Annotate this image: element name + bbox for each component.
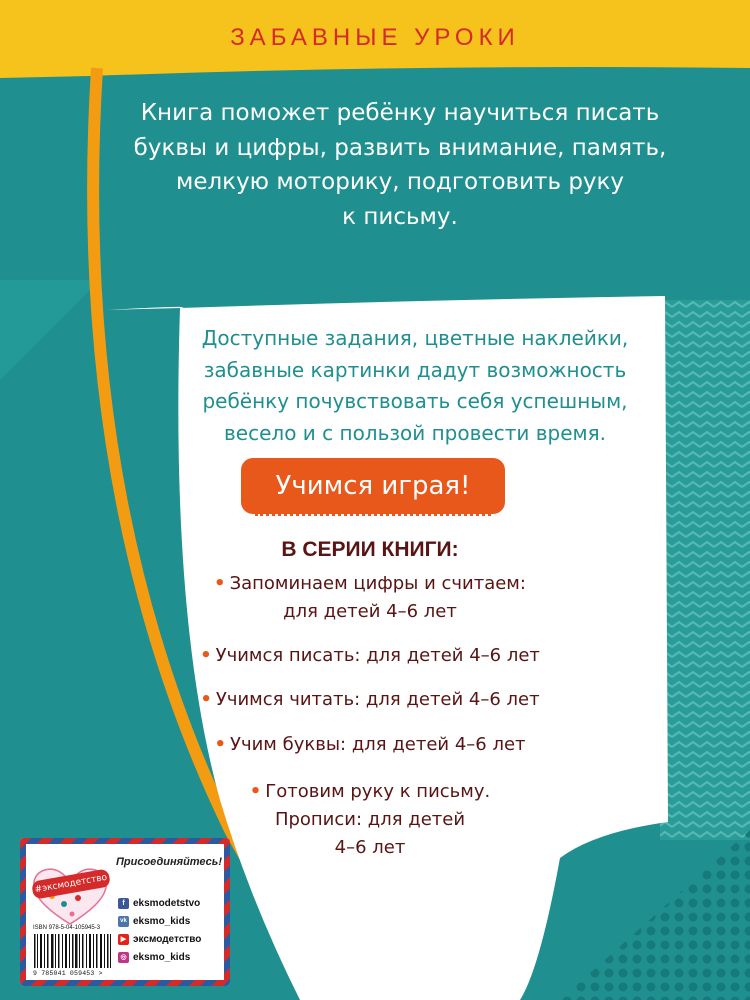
social-label: eksmodetstvo — [133, 897, 201, 909]
intro-line: Книга поможет ребёнку научиться писать — [140, 100, 660, 126]
social-label: эксмодетство — [133, 933, 202, 945]
book-item — [190, 686, 550, 714]
book-title: Учим буквы: для детей 4–6 лет — [229, 734, 526, 755]
book-title: Учимся писать: для детей 4–6 лет — [215, 645, 540, 666]
social-row-instagram[interactable] — [118, 949, 190, 965]
series-title: ЗАБАВНЫЕ УРОКИ — [230, 24, 520, 51]
bullet: • — [214, 573, 226, 594]
social-row-vk[interactable] — [118, 913, 190, 929]
join-text: Присоединяйтесь! — [116, 856, 222, 868]
intro-text — [120, 96, 680, 234]
book-item — [190, 731, 550, 759]
youtube-icon: ▶ — [118, 934, 129, 945]
social-row-youtube[interactable] — [118, 931, 201, 947]
features-line: Доступные задания, цветные наклейки, — [201, 326, 629, 350]
book-item — [190, 778, 550, 862]
slogan-dotted-line — [255, 513, 491, 520]
book-line — [190, 686, 550, 714]
features-text — [150, 323, 680, 449]
bullet: • — [200, 689, 212, 710]
book-line: для детей 4–6 лет — [283, 601, 457, 622]
book-line: Прописи: для детей — [274, 809, 466, 830]
book-title: Готовим руку к письму. — [265, 781, 491, 802]
features-line: забавные картинки дадут возможность — [203, 357, 627, 382]
social-label: eksmo_kids — [133, 951, 191, 963]
features-line: весело и с пользой провести время. — [224, 420, 606, 445]
bullet: • — [249, 781, 262, 802]
intro-line: буквы и цифры, развить внимание, память, — [133, 134, 667, 161]
bullet: • — [200, 645, 212, 666]
book-title: Запоминаем цифры и считаем: — [229, 573, 526, 594]
facebook-icon: f — [118, 898, 129, 909]
instagram-icon: ◎ — [118, 952, 129, 963]
book-item — [190, 642, 550, 670]
book-line — [190, 778, 550, 806]
intro-line: к письму. — [342, 203, 458, 230]
vk-icon: vk — [118, 916, 129, 927]
isbn-text: ISBN 978-5-04-105945-3 — [33, 925, 101, 931]
slogan-banner: Учимся играя! — [241, 458, 505, 514]
book-item — [190, 570, 550, 626]
hashtag-label: #эксмодетство — [31, 868, 111, 899]
social-row-facebook[interactable] — [118, 895, 200, 911]
barcode-number: 9 785041 059453 > — [33, 970, 103, 977]
book-line: 4–6 лет — [334, 837, 406, 858]
bullet: • — [214, 734, 226, 755]
book-title: Учимся читать: для детей 4–6 лет — [215, 689, 540, 710]
series-list-header: В СЕРИИ КНИГИ: — [281, 538, 459, 561]
intro-line: мелкую моторику, подготовить руку — [175, 169, 625, 195]
book-line — [190, 642, 550, 670]
social-label: eksmo_kids — [133, 915, 191, 927]
features-line: ребёнку почувствовать себя успешным, — [202, 389, 628, 413]
book-line — [190, 731, 550, 759]
book-line — [190, 570, 550, 598]
